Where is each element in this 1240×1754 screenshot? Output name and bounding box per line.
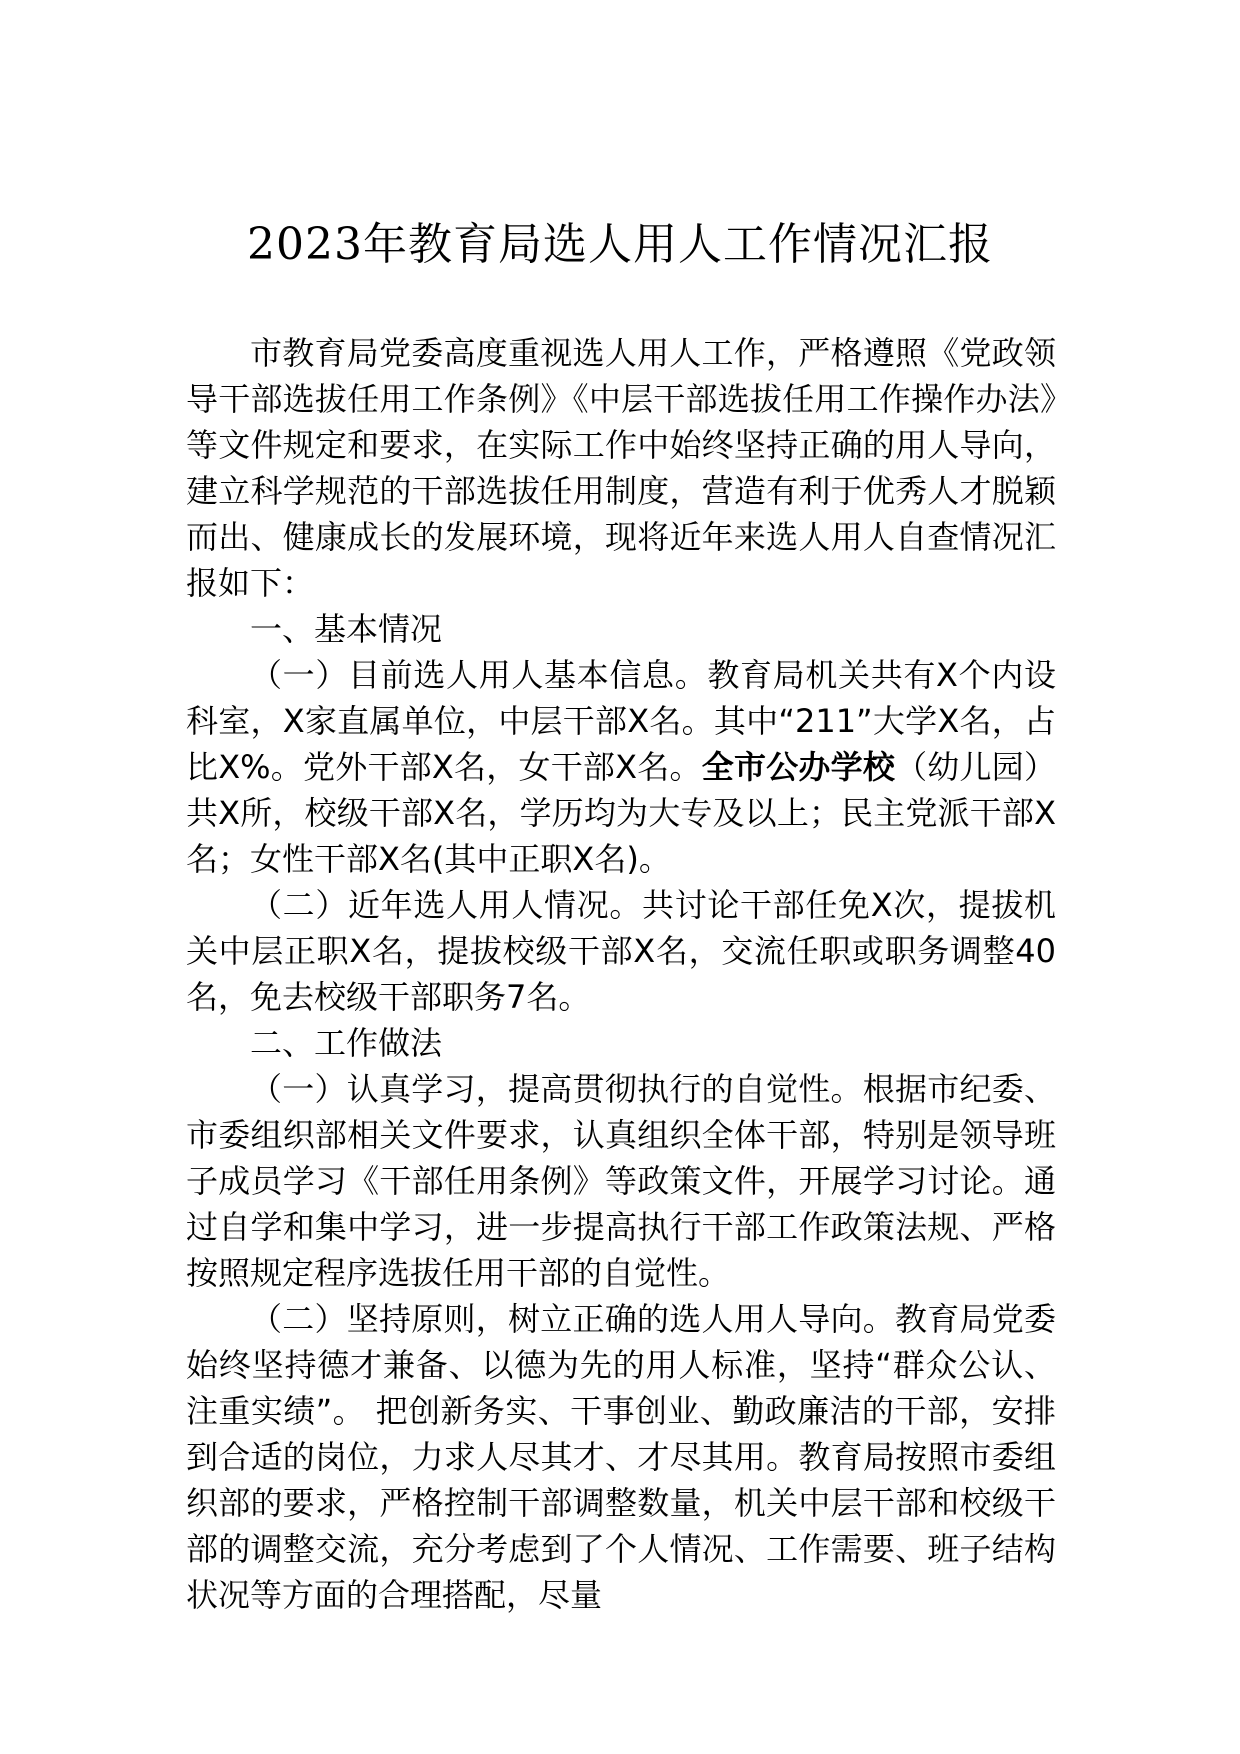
paragraph-study: （一）认真学习，提高贯彻执行的自觉性。根据市纪委、市委组织部相关文件要求，认真组织全体干部，特别是领导班子成员学习《干部任用条例》等政策文件，开展学习讨论。通过自学和集中学习，进一步提高执行干部工作政策法规、严格按照规定程序选拔任用干部的自觉性。 — [186, 1070, 1056, 1292]
paragraph-text: （幼儿园）共X所，校级干部X名，学历均为大专及以上；民主党派干部X名；女性干部X名(其中正职X名)。 — [186, 748, 1056, 878]
bold-text-public-schools: 全市公办学校 — [701, 748, 896, 786]
intro-paragraph: 市教育局党委高度重视选人用人工作，严格遵照《党政领导干部选拔任用工作条例》《中层干部选拔任用工作操作办法》等文件规定和要求，在实际工作中始终坚持正确的用人导向，建立科学规范的干部选拔任用制度，营造有利于优秀人才脱颖而出、健康成长的发展环境，现将近年来选人用人自查情况汇报如下： — [186, 334, 1056, 602]
section-heading-work-methods: 二、工作做法 — [250, 1024, 443, 1062]
paragraph-current-info — [186, 652, 1056, 882]
document-body — [186, 330, 1056, 1618]
paragraph-principles: （二）坚持原则，树立正确的选人用人导向。教育局党委始终坚持德才兼备、以德为先的用人标准，坚持“群众公认、注重实绩”。 把创新务实、干事创业、勤政廉洁的干部，安排到合适的岗位，力求人尽其才、才尽其用。教育局按照市委组织部的要求，严格控制干部调整数量，机关中层干部和校级干部的调整交流，充分考虑到了个人情况、工作需要、班子结构状况等方面的合理搭配，尽量 — [186, 1300, 1056, 1614]
document-title: 2023年教育局选人用人工作情况汇报 — [247, 219, 993, 270]
paragraph-recent-appointments: （二）近年选人用人情况。共讨论干部任免X次，提拔机关中层正职X名，提拔校级干部X名，交流任职或职务调整40名，免去校级干部职务7名。 — [186, 886, 1056, 1016]
paragraph-text: （一）目前选人用人基本信息。教育局机关共有X个内设科室，X家直属单位，中层干部X名。其中“211”大学X名，占比X%。党外干部X名，女干部X名。 — [186, 656, 1056, 786]
section-heading-basic-situation: 一、基本情况 — [250, 610, 443, 648]
